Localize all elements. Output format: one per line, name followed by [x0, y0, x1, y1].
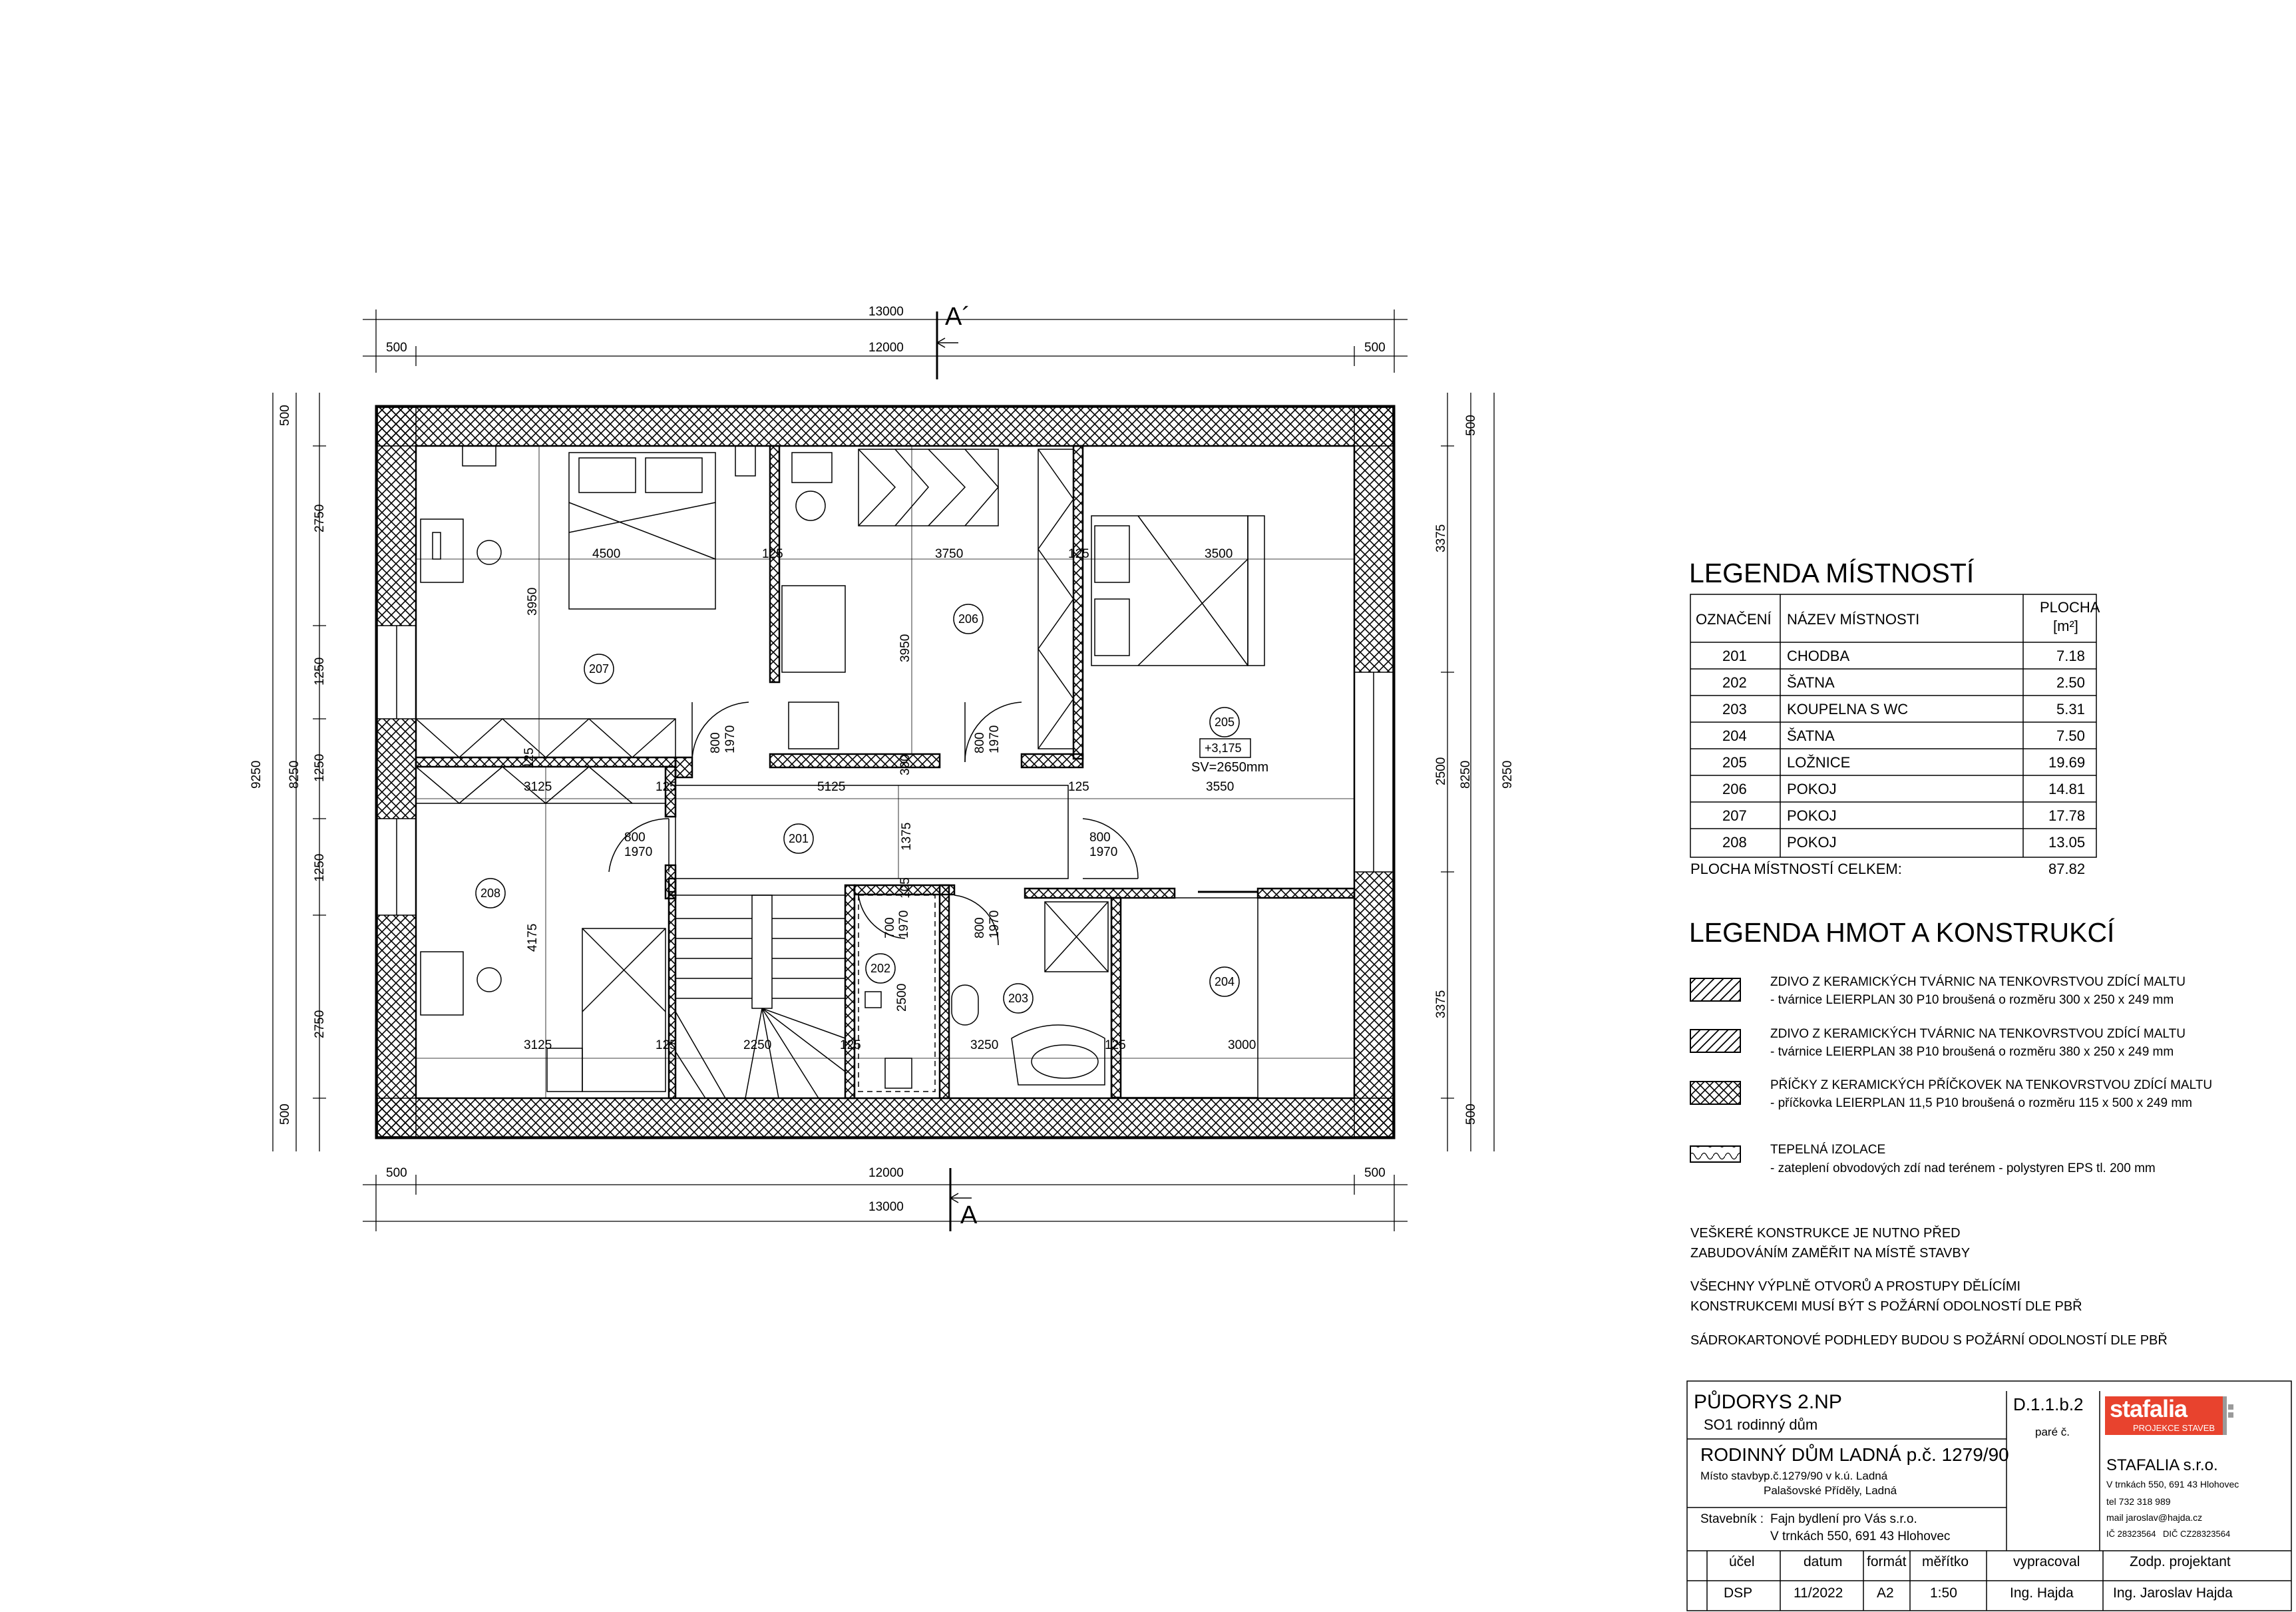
legend-row-name: POKOJ: [1787, 834, 1837, 851]
material-line2: - tvárnice LEIERPLAN 38 P10 broušená o rozměru 380 x 250 x 249 mm: [1770, 1045, 2174, 1059]
dim-bottom-right: 500: [1364, 1166, 1386, 1180]
note-line: VEŠKERÉ KONSTRUKCE JE NUTNO PŘED: [1690, 1226, 1961, 1241]
door-202-w: 700: [883, 917, 897, 938]
dim-top-total: 13000: [868, 305, 904, 319]
dim-right-3: 2500: [1434, 757, 1448, 785]
dim-206-w: 3750: [935, 547, 964, 561]
dim-208-w-top: 3125: [524, 780, 552, 794]
note-line: ZABUDOVÁNÍM ZAMĚŘIT NA MÍSTĚ STAVBY: [1690, 1246, 1971, 1261]
legend-row-id: 203: [1722, 701, 1747, 717]
tb-investor-label: Stavebník :: [1700, 1512, 1764, 1526]
dim-125-a: 125: [762, 547, 783, 561]
legend-row-name: CHODBA: [1787, 648, 1850, 664]
dim-right-5: 500: [1464, 1104, 1478, 1125]
legend-row-name: ŠATNA: [1787, 674, 1835, 691]
tb-footer-value: 11/2022: [1794, 1585, 1843, 1601]
dim-left-6: 2750: [313, 1010, 327, 1038]
door-208-w: 800: [624, 831, 646, 845]
door-202-h: 1970: [897, 910, 911, 938]
dim-125-h: 125: [1105, 1038, 1126, 1052]
dim-left-mid: 8250: [287, 760, 301, 789]
legend-row-area: 7.50: [2056, 727, 2085, 744]
dim-125-d: 125: [1068, 780, 1089, 794]
dim-203-w: 3250: [970, 1038, 999, 1052]
dim-125-b: 125: [1068, 547, 1089, 561]
tb-copy-label: paré č.: [2035, 1426, 2070, 1438]
section-label-top: A´: [945, 303, 970, 331]
dim-125-c: 125: [656, 780, 677, 794]
tb-logo-sub: PROJEKCE STAVEB: [2133, 1423, 2215, 1433]
dim-206-h: 3950: [898, 634, 912, 662]
room-202: 202: [870, 962, 891, 975]
dim-1375: 1375: [900, 822, 914, 851]
legend-header-id: OZNAČENÍ: [1696, 611, 1772, 628]
tb-company-addr: V trnkách 550, 691 43 Hlohovec: [2106, 1479, 2239, 1490]
dim-125-f: 125: [656, 1038, 677, 1052]
legend-rooms-title: LEGENDA MÍSTNOSTÍ: [1689, 558, 1975, 588]
door-205-h: 1970: [1089, 845, 1118, 859]
legend-row-id: 207: [1722, 807, 1747, 824]
room-206: 206: [958, 612, 979, 626]
legend-header-unit: [m²]: [2053, 618, 2078, 634]
material-line1: ZDIVO Z KERAMICKÝCH TVÁRNIC NA TENKOVRSTVOU ZDÍCÍ MALTU: [1770, 975, 2186, 989]
tb-project: RODINNÝ DŮM LADNÁ p.č. 1279/90: [1700, 1444, 2009, 1465]
legend-row-id: 201: [1722, 648, 1747, 664]
dim-bottom-left: 500: [386, 1166, 407, 1180]
dim-right-mid: 8250: [1459, 760, 1473, 789]
dim-top-left: 500: [386, 341, 407, 355]
legend-row-id: 204: [1722, 727, 1747, 744]
tb-site-label: Místo stavby:: [1700, 1470, 1768, 1482]
legend-row-name: ŠATNA: [1787, 727, 1835, 744]
tb-footer-header: datum: [1804, 1554, 1843, 1569]
dim-stair-w: 2250: [743, 1038, 772, 1052]
tb-investor-line2: V trnkách 550, 691 43 Hlohovec: [1770, 1529, 1951, 1543]
legend-row-name: POKOJ: [1787, 807, 1837, 824]
dim-right-1: 500: [1464, 415, 1478, 436]
tb-footer-value: 1:50: [1930, 1585, 1957, 1601]
door-205-w: 800: [1089, 831, 1111, 845]
dim-left-5: 1250: [313, 853, 327, 882]
legend-row-name: POKOJ: [1787, 781, 1837, 797]
door-207-w: 800: [709, 732, 723, 753]
tb-footer-header: formát: [1867, 1554, 1907, 1569]
tb-company-mail: mail jaroslav@hajda.cz: [2106, 1512, 2203, 1523]
door-207-h: 1970: [723, 725, 737, 753]
legend-row-id: 206: [1722, 781, 1747, 797]
tb-footer-header: vypracoval: [2013, 1554, 2080, 1569]
dim-left-4: 1250: [313, 753, 327, 782]
dim-204-w: 3000: [1228, 1038, 1256, 1052]
material-line2: - zateplení obvodových zdí nad terénem - polystyren EPS tl. 200 mm: [1770, 1161, 2156, 1175]
tb-company-dic: DIČ CZ28323564: [2163, 1529, 2231, 1539]
tb-site-line2: Palašovské Příděly, Ladná: [1764, 1484, 1897, 1497]
dim-208-h: 4175: [526, 923, 540, 952]
dim-top-mid: 12000: [868, 341, 904, 355]
room-208: 208: [480, 887, 501, 900]
dim-208-w-bot: 3125: [524, 1038, 552, 1052]
dim-left-total: 9250: [250, 760, 264, 789]
legend-row-area: 19.69: [2048, 754, 2086, 771]
dim-left-1: 500: [278, 405, 292, 426]
dim-202-h: 2500: [895, 983, 909, 1012]
dim-201-w: 5125: [817, 780, 846, 794]
tb-footer-value: A2: [1877, 1585, 1894, 1601]
legend-row-area: 13.05: [2048, 834, 2086, 851]
tb-company-ico: IČ 28323564: [2106, 1529, 2156, 1539]
dim-300: 300: [898, 754, 912, 775]
legend-total-label: PLOCHA MÍSTNOSTÍ CELKEM:: [1690, 861, 1902, 877]
material-line2: - tvárnice LEIERPLAN 30 P10 broušená o rozměru 300 x 250 x 249 mm: [1770, 993, 2174, 1007]
tb-code: D.1.1.b.2: [2013, 1394, 2084, 1414]
legend-row-area: 5.31: [2056, 701, 2085, 717]
legend-row-id: 202: [1722, 674, 1747, 691]
legend-row-name: KOUPELNA S WC: [1787, 701, 1909, 717]
tb-footer-value: DSP: [1724, 1585, 1753, 1601]
tb-company: STAFALIA s.r.o.: [2106, 1456, 2218, 1474]
dim-105: 105: [898, 877, 912, 899]
tb-company-tel: tel 732 318 989: [2106, 1496, 2171, 1507]
door-203-h: 1970: [988, 910, 1002, 938]
dim-bottom-mid: 12000: [868, 1166, 904, 1180]
dim-205-w2: 3550: [1206, 780, 1235, 794]
material-line1: PŘÍČKY Z KERAMICKÝCH PŘÍČKOVEK NA TENKOVRSTVOU ZDÍCÍ MALTU: [1770, 1078, 2213, 1092]
material-line1: TEPELNÁ IZOLACE: [1770, 1143, 1886, 1157]
legend-header-name: NÁZEV MÍSTNOSTI: [1787, 611, 1920, 628]
dim-bottom-total: 13000: [868, 1200, 904, 1214]
dim-125-e: 125: [522, 747, 536, 769]
room-207: 207: [589, 662, 610, 676]
legend-row-area: 17.78: [2048, 807, 2086, 824]
tb-logo-text: stafalia: [2110, 1395, 2188, 1422]
material-line2: - příčkovka LEIERPLAN 11,5 P10 broušená o rozměru 115 x 500 x 249 mm: [1770, 1096, 2193, 1110]
legend-row-area: 2.50: [2056, 674, 2085, 691]
material-line1: ZDIVO Z KERAMICKÝCH TVÁRNIC NA TENKOVRSTVOU ZDÍCÍ MALTU: [1770, 1027, 2186, 1041]
note-line: SÁDROKARTONOVÉ PODHLEDY BUDOU S POŽÁRNÍ ODOLNOSTÍ DLE PBŘ: [1690, 1333, 2168, 1348]
door-206-w: 800: [973, 732, 987, 753]
note-line: VŠECHNY VÝPLNĚ OTVORŮ A PROSTUPY DĚLÍCÍMI: [1690, 1279, 2021, 1294]
legend-row-id: 208: [1722, 834, 1747, 851]
dim-top-right: 500: [1364, 341, 1386, 355]
dim-right-total: 9250: [1501, 760, 1515, 789]
tb-site-line1: p.č.1279/90 v k.ú. Ladná: [1764, 1470, 1888, 1482]
section-label-bottom: A: [960, 1201, 978, 1229]
legend-row-area: 7.18: [2056, 648, 2085, 664]
door-203-w: 800: [973, 917, 987, 938]
dim-207-w: 4500: [592, 547, 621, 561]
room-203: 203: [1008, 992, 1029, 1005]
dim-125-g: 125: [840, 1038, 861, 1052]
note-line: KONSTRUKCEMI MUSÍ BÝT S POŽÁRNÍ ODOLNOSTÍ DLE PBŘ: [1690, 1299, 2082, 1314]
tb-investor-line1: Fajn bydlení pro Vás s.r.o.: [1770, 1512, 1917, 1526]
tb-object: SO1 rodinný dům: [1704, 1416, 1818, 1433]
tb-footer-header: účel: [1729, 1554, 1755, 1569]
dim-left-7: 500: [278, 1104, 292, 1125]
tb-drawing: PŮDORYS 2.NP: [1694, 1391, 1842, 1413]
dim-207-h: 3950: [526, 587, 540, 616]
tb-footer-header: Zodp. projektant: [2130, 1554, 2231, 1569]
room-204: 204: [1215, 975, 1235, 988]
legend-materials-title: LEGENDA HMOT A KONSTRUKCÍ: [1689, 917, 2115, 948]
dim-left-2: 2750: [313, 504, 327, 532]
door-206-h: 1970: [988, 725, 1002, 753]
door-208-h: 1970: [624, 845, 653, 859]
tb-footer-value: Ing. Hajda: [2010, 1585, 2074, 1601]
legend-row-name: LOŽNICE: [1787, 754, 1851, 771]
tb-footer-value: Ing. Jaroslav Hajda: [2113, 1585, 2233, 1601]
tb-footer-header: měřítko: [1922, 1554, 1969, 1569]
room-205-sv: SV=2650mm: [1191, 760, 1269, 775]
legend-row-id: 205: [1722, 754, 1747, 771]
room-205: 205: [1215, 715, 1235, 729]
dim-left-3: 1250: [313, 657, 327, 686]
dim-205-w: 3500: [1205, 547, 1233, 561]
legend-row-area: 14.81: [2048, 781, 2086, 797]
dim-right-4: 3375: [1434, 990, 1448, 1018]
dim-right-2: 3375: [1434, 524, 1448, 552]
room-201: 201: [789, 832, 809, 845]
legend-header-area: PLOCHA: [2040, 599, 2100, 616]
room-205-level: +3,175: [1205, 741, 1242, 755]
legend-total-value: 87.82: [2048, 861, 2086, 877]
